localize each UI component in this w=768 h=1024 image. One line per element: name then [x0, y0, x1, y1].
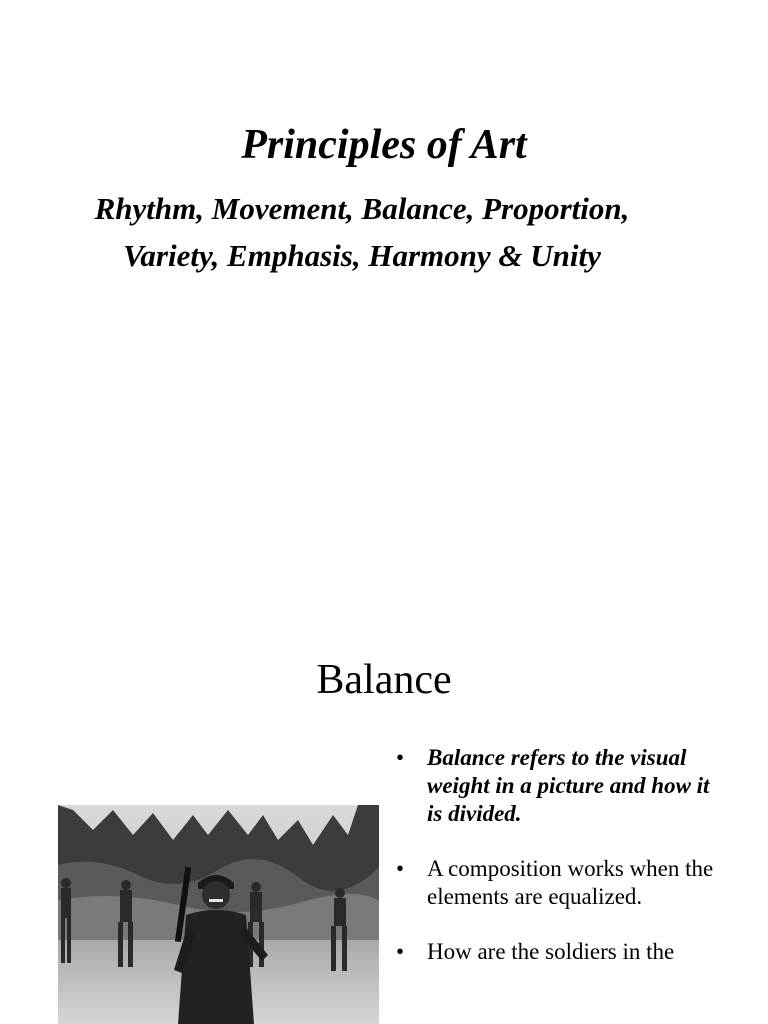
balance-slide — [0, 600, 768, 1024]
bullet-list — [396, 744, 726, 966]
subtitle-line-2: Variety, Emphasis, Harmony & Unity — [123, 238, 601, 273]
slide-title: Principles of Art — [241, 122, 527, 168]
subtitle-line-1: Rhythm, Movement, Balance, Proportion, — [94, 191, 630, 226]
list-item: • A composition works when the elements are equalized. — [396, 855, 726, 911]
slide-title: Balance — [316, 657, 452, 703]
list-item: • Balance refers to the visual weight in a picture and how it is divided. — [396, 744, 726, 828]
slide-subtitle — [0, 185, 724, 279]
soldiers-photo — [58, 805, 379, 1024]
list-item: • How are the soldiers in the — [396, 938, 726, 966]
